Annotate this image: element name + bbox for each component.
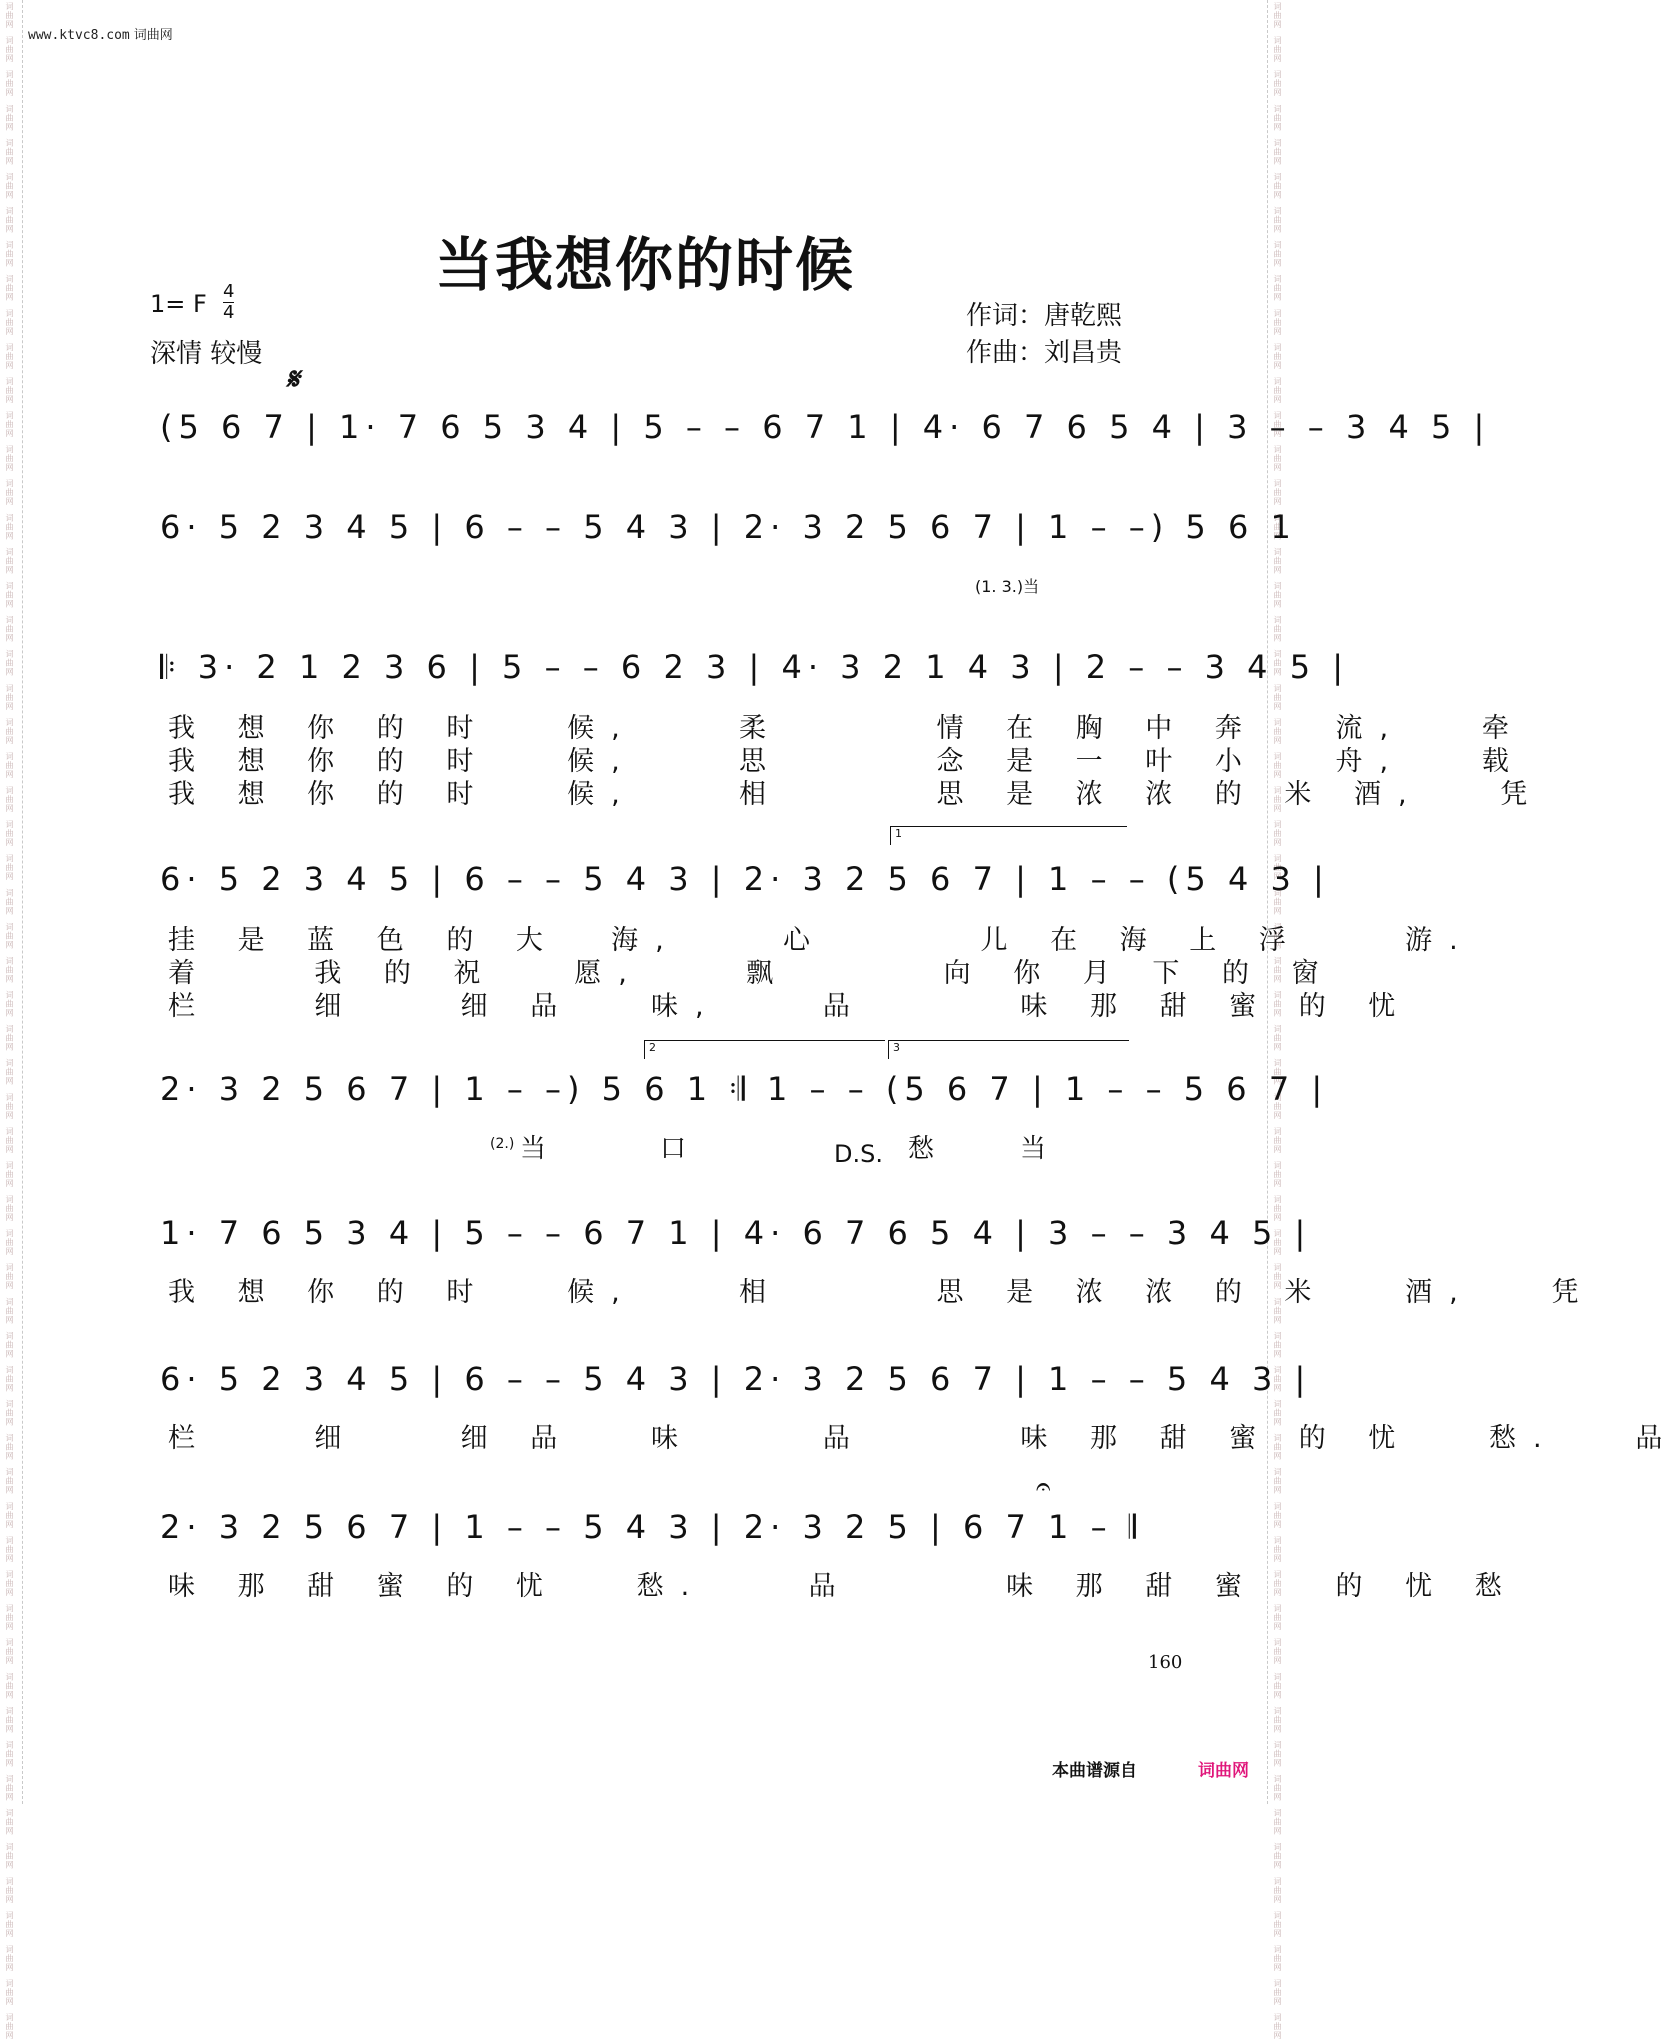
time-signature bbox=[223, 282, 234, 323]
volta-bracket-2 bbox=[644, 1040, 885, 1059]
notation-line: 6· 5 2 3 4 5 | 6 – – 5 4 3 | 2· 3 2 5 6 7 | 1 – – (5 4 3 | bbox=[160, 860, 1330, 898]
lyric-line: 味 那 甜 蜜 的 忧 愁. 品 味 那 甜 蜜 的 忧 愁 bbox=[168, 1571, 1519, 1602]
brand-link[interactable]: 词曲网 bbox=[1198, 1761, 1249, 1781]
site-url[interactable]: www.ktvc8.com bbox=[28, 28, 130, 43]
site-name: 词曲网 bbox=[133, 28, 173, 43]
song-title: 当我想你的时候 bbox=[434, 231, 855, 299]
time-signature-top: 4 bbox=[223, 281, 235, 302]
segno-sign: 𝄋 bbox=[286, 362, 299, 397]
lyric-kou: 口 bbox=[660, 1134, 687, 1164]
volta-number: 1 bbox=[895, 827, 902, 840]
lyricist-credit: 作词：唐乾熙 bbox=[966, 301, 1123, 331]
lyric-verse-2: 着 我 的 祝 愿, 飘 向 你 月 下 的 窗 bbox=[168, 958, 1336, 989]
score-line-7 bbox=[160, 1360, 1312, 1406]
time-signature-bottom: 4 bbox=[223, 302, 235, 323]
lyric-verse-1: 挂 是 蓝 色 的 大 海, 心 儿 在 海 上 浮 游. bbox=[168, 925, 1475, 956]
notation-line: 𝄆 3· 2 1 2 3 6 | 5 – – 6 2 3 | 4· 3 2 1 4 3 | 2 – – 3 4 5 | bbox=[160, 648, 1350, 686]
score-line-3 bbox=[160, 648, 1350, 694]
cue-first-third: (1. 3.)当 bbox=[975, 577, 1040, 596]
right-watermark-text: 词曲网 词曲网 词曲网 词曲网 词曲网 词曲网 词曲网 词曲网 词曲网 词曲网 词曲网 词曲网 词曲网 词曲网 词曲网 词曲网 词曲网 词曲网 词曲网 词曲网 词曲网 词曲网 词曲网 词曲网 词曲网 词曲网 词曲网 词曲网 词曲网 词曲网 词曲网 词曲网 词曲网 词曲网 词曲网 词曲网 词曲网 词曲网 词曲网 词曲网 词曲网 词曲网 词曲网 词曲网 词曲网 词曲网 词曲网 词曲网 词曲网 词曲网 词曲网 词曲网 词曲网 词曲网 词曲网 词曲网 词曲网 词曲网 词曲网 词曲网 bbox=[1273, 2, 1282, 2041]
cue-second-number: (2.) bbox=[490, 1136, 515, 1152]
score-line-1 bbox=[160, 408, 1491, 454]
key-signature: 1= F bbox=[150, 290, 207, 318]
lyric-verse-1: 我 想 你 的 时 候, 柔 情 在 胸 中 奔 流, 牵 bbox=[168, 713, 1526, 744]
volta-bracket-1 bbox=[890, 826, 1127, 845]
notation-line: 2· 3 2 5 6 7 | 1 – – 5 4 3 | 2· 3 2 5 | 6 7 1 – 𝄂 bbox=[160, 1508, 1142, 1546]
volta-bracket-3 bbox=[888, 1040, 1129, 1059]
score-line-2 bbox=[160, 508, 1297, 554]
score-line-6 bbox=[160, 1214, 1312, 1260]
volta-number: 2 bbox=[649, 1041, 656, 1054]
lyric-line: 我 想 你 的 时 候, 相 思 是 浓 浓 的 米 酒, 凭 bbox=[168, 1277, 1596, 1308]
fermata-icon: 𝄐 bbox=[1036, 1472, 1051, 1502]
score-line-5 bbox=[160, 1070, 1329, 1116]
notation-line: 1· 7 6 5 3 4 | 5 – – 6 7 1 | 4· 6 7 6 5 4 | 3 – – 3 4 5 | bbox=[160, 1214, 1312, 1252]
volta-number: 3 bbox=[893, 1041, 900, 1054]
site-header bbox=[28, 24, 173, 43]
notation-line: 6· 5 2 3 4 5 | 6 – – 5 4 3 | 2· 3 2 5 6 7 | 1 – –) 5 6 1 bbox=[160, 508, 1297, 546]
notation-line: 6· 5 2 3 4 5 | 6 – – 5 4 3 | 2· 3 2 5 6 7 | 1 – – 5 4 3 | bbox=[160, 1360, 1312, 1398]
dal-segno-mark: D.S. bbox=[834, 1140, 883, 1168]
page-number: 160 bbox=[1148, 1652, 1183, 1673]
lyric-line: 栏 细 细 品 味 品 味 那 甜 蜜 的 忧 愁. 品 bbox=[168, 1423, 1679, 1454]
score-line-8 bbox=[160, 1508, 1142, 1554]
lyric-chou: 愁 bbox=[908, 1134, 935, 1164]
tempo-marking: 深情 较慢 bbox=[150, 339, 263, 369]
lyric-verse-3: 我 想 你 的 时 候, 相 思 是 浓 浓 的 米 酒, 凭 bbox=[168, 779, 1545, 810]
notation-line: (5 6 7 | 1· 7 6 5 3 4 | 5 – – 6 7 1 | 4· 6 7 6 5 4 | 3 – – 3 4 5 | bbox=[160, 408, 1491, 446]
score-line-4 bbox=[160, 860, 1330, 906]
left-watermark-text: 词曲网 词曲网 词曲网 词曲网 词曲网 词曲网 词曲网 词曲网 词曲网 词曲网 词曲网 词曲网 词曲网 词曲网 词曲网 词曲网 词曲网 词曲网 词曲网 词曲网 词曲网 词曲网 词曲网 词曲网 词曲网 词曲网 词曲网 词曲网 词曲网 词曲网 词曲网 词曲网 词曲网 词曲网 词曲网 词曲网 词曲网 词曲网 词曲网 词曲网 词曲网 词曲网 词曲网 词曲网 词曲网 词曲网 词曲网 词曲网 词曲网 词曲网 词曲网 词曲网 词曲网 词曲网 词曲网 词曲网 词曲网 词曲网 词曲网 词曲网 bbox=[5, 2, 14, 2041]
source-text: 本曲谱源自 bbox=[1052, 1761, 1137, 1781]
cue-second-word: 当 bbox=[520, 1134, 547, 1164]
lyric-verse-3: 栏 细 细 品 味, 品 味 那 甜 蜜 的 忧 bbox=[168, 991, 1413, 1022]
composer-credit: 作曲：刘昌贵 bbox=[966, 338, 1123, 368]
lyric-verse-2: 我 想 你 的 时 候, 思 念 是 一 叶 小 舟, 载 bbox=[168, 746, 1526, 777]
lyric-dang: 当 bbox=[1020, 1134, 1047, 1164]
notation-line: 2· 3 2 5 6 7 | 1 – –) 5 6 1 𝄇 1 – – (5 6 7 | 1 – – 5 6 7 | bbox=[160, 1070, 1329, 1108]
